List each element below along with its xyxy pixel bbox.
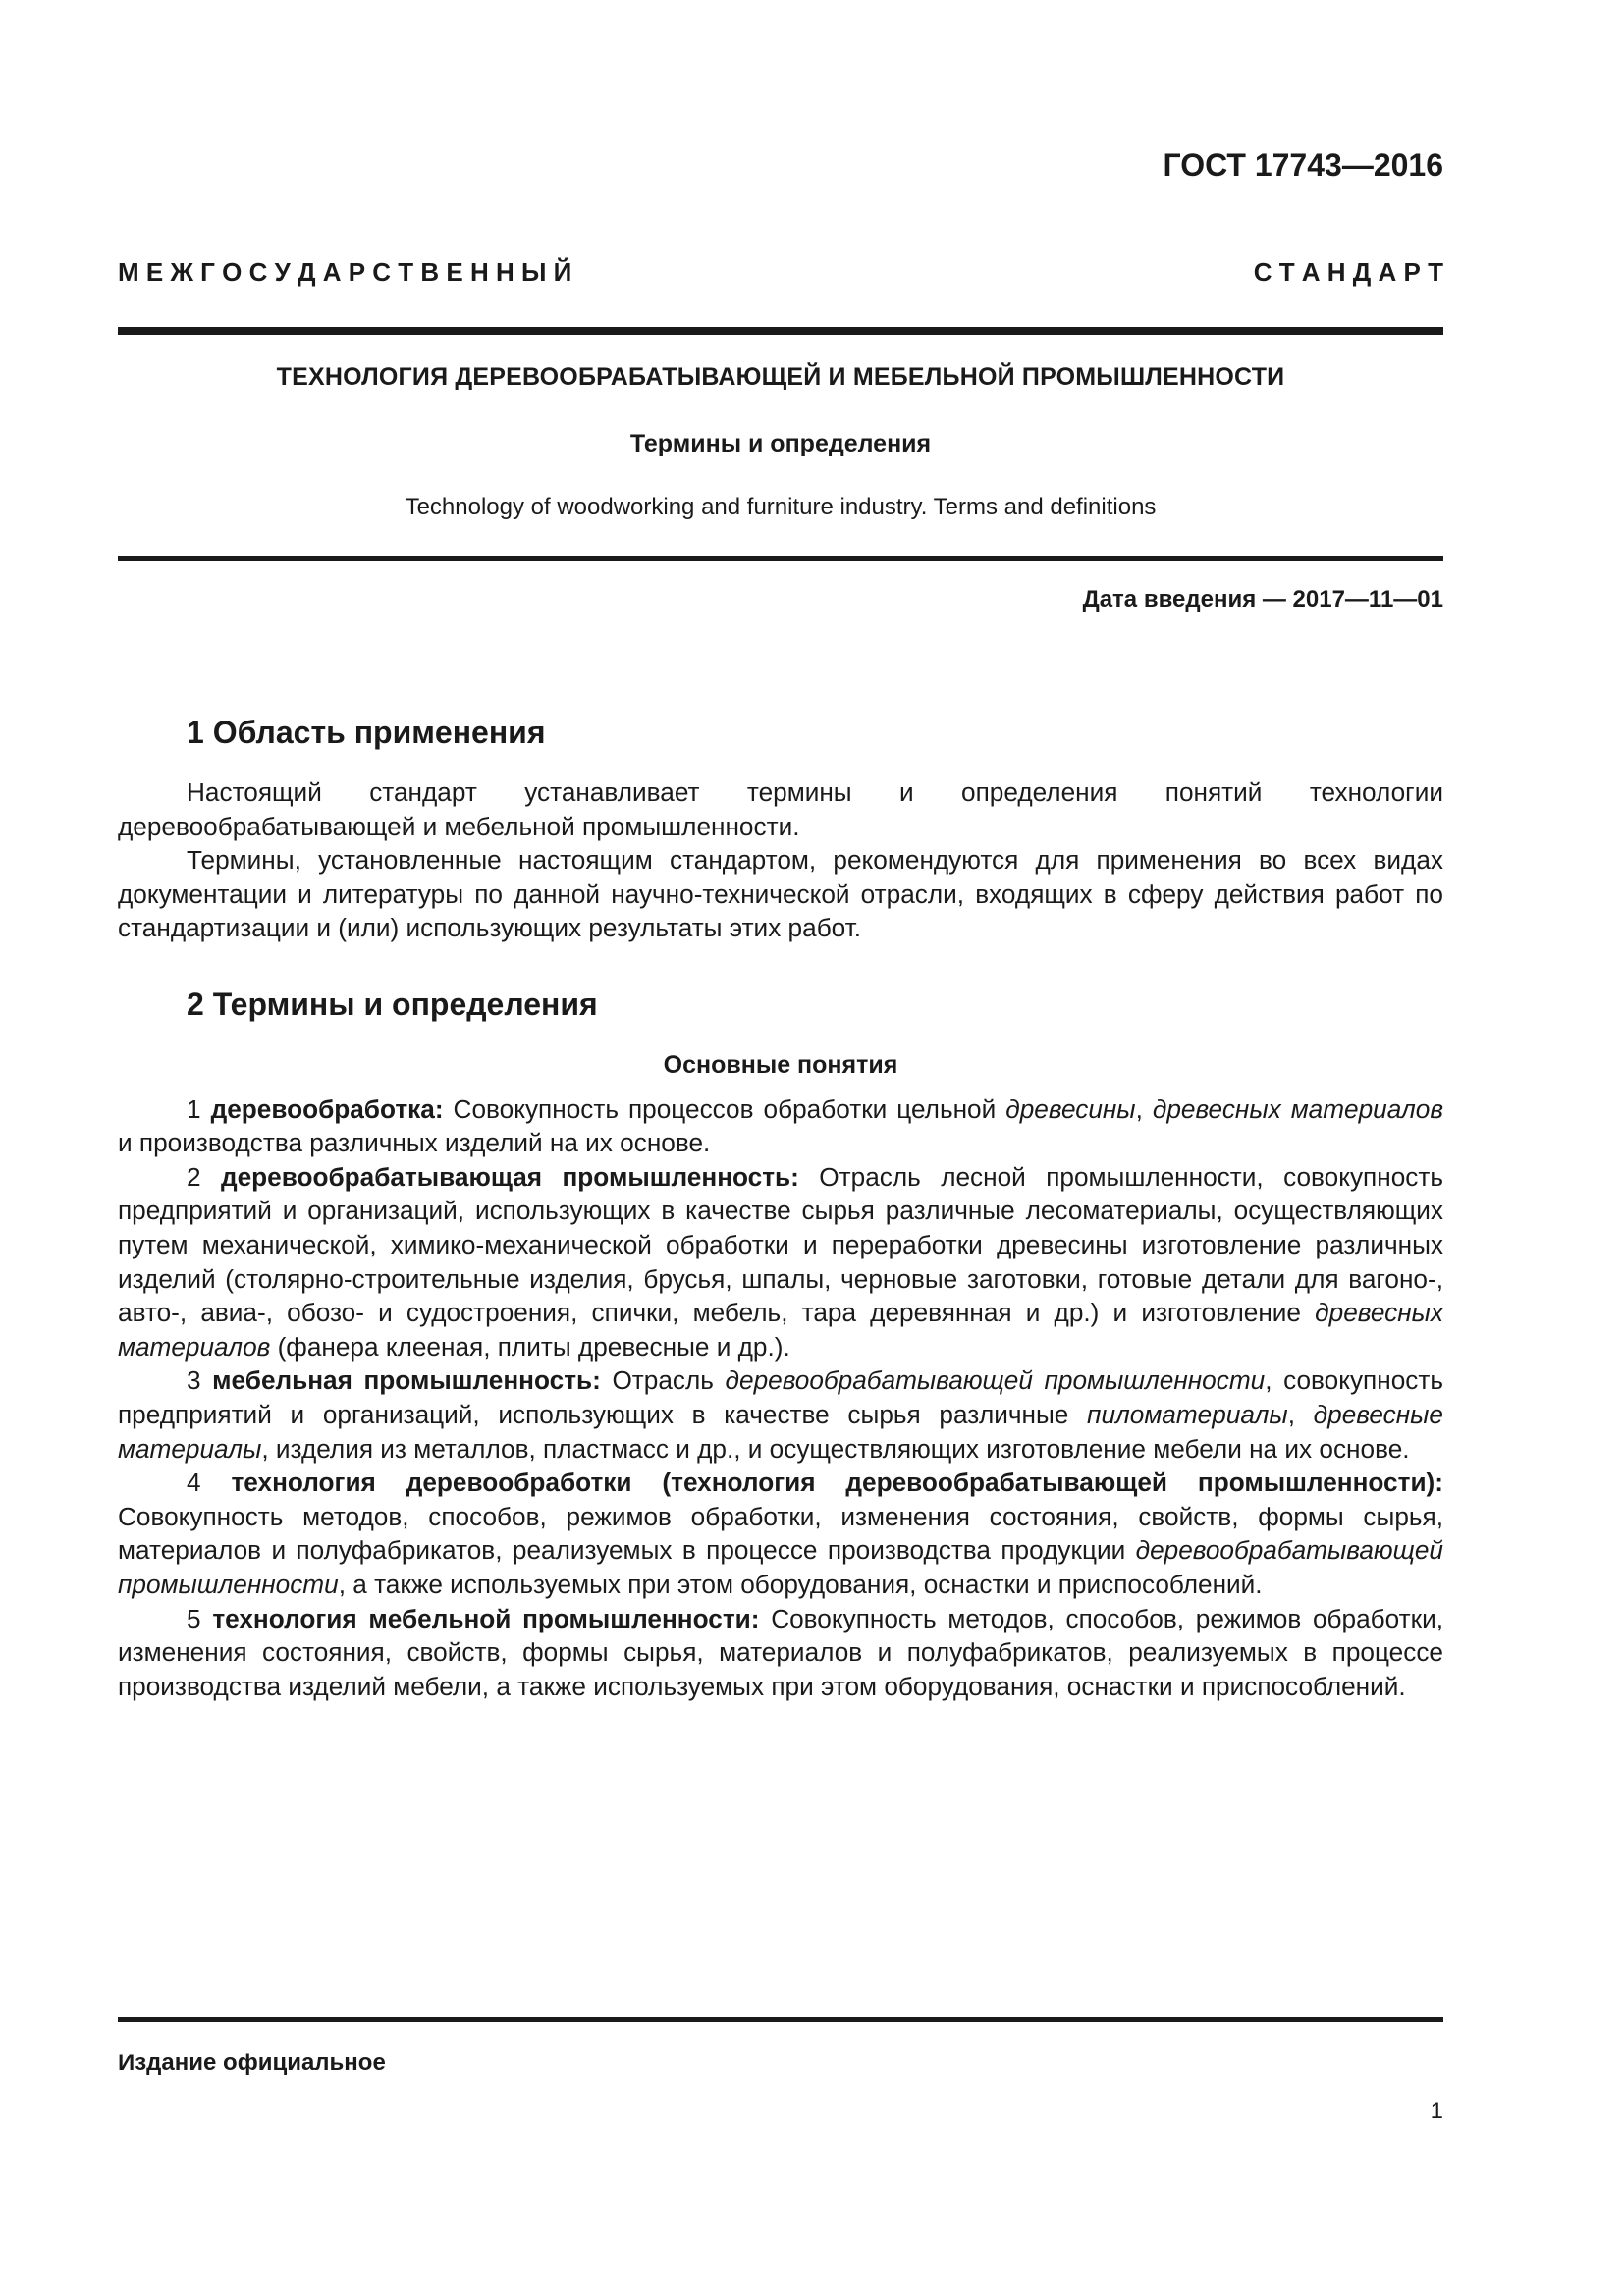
term-definition: Совокупность методов, способов, режимов обработки, изменения состояния, свойств, формы сырья, материалов и полуфабрикатов, реализуемых в процессе производства изделий мебели, а также используемых при этом оборудования, оснастки и приспособлений.	[118, 1603, 1444, 1701]
term-reference: древесных материалов	[118, 1298, 1443, 1362]
term-reference: деревообрабатывающей промышленности	[118, 1535, 1443, 1599]
term-name: деревообрабатывающая промышленность:	[220, 1161, 799, 1192]
title-divider	[118, 556, 1443, 561]
subsection-heading: Основные понятия	[663, 1051, 898, 1079]
term-entry-3	[118, 1363, 1443, 1466]
term-reference: древесных материалов	[1152, 1094, 1443, 1124]
term-reference: деревообрабатывающей промышленности	[725, 1365, 1266, 1396]
standard-type-word-1: М Е Ж Г О С У Д А Р С Т В Е Н Н Ы Й	[118, 257, 572, 287]
section-2-body	[118, 1048, 1443, 1703]
section-1-body	[118, 775, 1443, 945]
term-definition: , совокупность предприятий и организаций, использующих в качестве сырья различные	[118, 1365, 1443, 1429]
section-2-heading: 2 Термины и определения	[187, 987, 598, 1022]
term-number: 3	[187, 1365, 201, 1396]
term-number: 2	[187, 1161, 201, 1192]
standard-type-label	[118, 257, 1443, 288]
term-definition: и производства различных изделий на их основе.	[118, 1128, 711, 1158]
term-number: 1	[187, 1094, 201, 1124]
section-1-paragraph-2: Термины, установленные настоящим стандартом, рекомендуются для применения во всех видах документации и литературы по данной научно-технической отрасли, входящих в сферу действия работ по стандартизации и (или) использующих результаты этих работ.	[118, 845, 1443, 943]
edition-label: Издание официальное	[118, 2050, 386, 2076]
introduction-date: Дата введения — 2017—11—01	[1082, 586, 1443, 613]
term-entry-4	[118, 1466, 1443, 1601]
term-name: технология деревообработки (технология деревообрабатывающей промышленности):	[231, 1468, 1443, 1498]
footer-divider	[118, 2017, 1443, 2022]
standard-title: ТЕХНОЛОГИЯ ДЕРЕВООБРАБАТЫВАЮЩЕЙ И МЕБЕЛЬНОЙ ПРОМЫШЛЕННОСТИ	[276, 363, 1285, 391]
term-entry-5	[118, 1602, 1443, 1704]
top-divider	[118, 327, 1443, 335]
term-definition: Совокупность методов, способов, режимов обработки, изменения состояния, свойств, формы сырья, материалов и полуфабрикатов, реализуемых в процессе производства продукции	[118, 1501, 1443, 1566]
page-number: 1	[1430, 2098, 1443, 2124]
term-definition: , изделия из металлов, пластмасс и др., и осуществляющих изготовление мебели на их основе.	[261, 1433, 1410, 1464]
standard-type-word-2: С Т А Н Д А Р Т	[1253, 257, 1443, 287]
term-definition: ,	[1135, 1094, 1153, 1124]
term-definition: Отрасль	[600, 1365, 726, 1396]
term-name: технология мебельной промышленности:	[212, 1603, 760, 1633]
section-1-heading: 1 Область применения	[187, 715, 546, 750]
term-definition: Отрасль лесной промышленности, совокупность предприятий и организаций, использующих в качестве сырья различные лесоматериалы, осуществляющих путем механической, химико-механической обработки и переработки древесины изготовление различных изделий (столярно-строительные изделия, брусья, шпалы, черновые заготовки, готовые детали для вагоно-, авто-, авиа-, обозо- и судостроения, спички, мебель, тара деревянная и др.) и изготовление	[118, 1161, 1443, 1328]
term-entry-1	[118, 1093, 1443, 1160]
term-definition: (фанера клееная, плиты древесные и др.).	[270, 1331, 790, 1362]
term-name: мебельная промышленность:	[212, 1365, 601, 1396]
term-entry-2	[118, 1160, 1443, 1364]
term-reference: пиломатериалы	[1087, 1399, 1288, 1429]
term-number: 5	[187, 1603, 201, 1633]
term-reference: древесины	[1005, 1094, 1136, 1124]
standard-subtitle: Термины и определения	[629, 430, 932, 457]
gost-number: ГОСТ 17743—2016	[1163, 147, 1443, 183]
term-reference: древесные материалы	[118, 1399, 1443, 1464]
term-definition: Совокупность процессов обработки цельной	[443, 1094, 1006, 1124]
term-name: деревообработка:	[210, 1094, 444, 1124]
term-definition: ,	[1287, 1399, 1314, 1429]
term-definition: , а также используемых при этом оборудования, оснастки и приспособлений.	[338, 1569, 1263, 1599]
term-number: 4	[187, 1468, 201, 1498]
standard-title-english: Technology of woodworking and furniture industry. Terms and definitions	[405, 494, 1157, 520]
section-1-paragraph-1: Настоящий стандарт устанавливает термины и определения понятий технологии деревообрабатывающей и мебельной промышленности.	[118, 777, 1443, 841]
